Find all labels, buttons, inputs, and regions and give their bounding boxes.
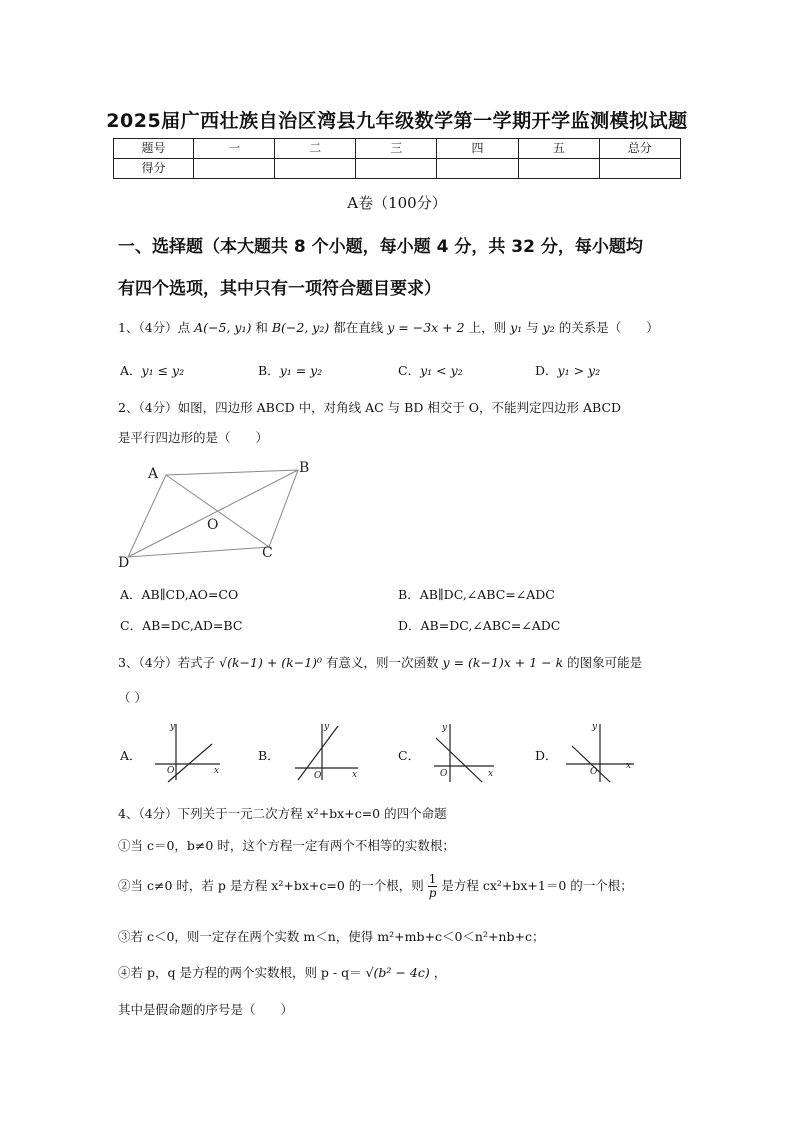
origin-label: O — [314, 771, 322, 781]
option-label: A． — [120, 363, 142, 378]
q2-line1: 2、（4分）如图，四边形 ABCD 中，对角线 AC 与 BD 相交于 O，不能判定四边形 ABCD — [118, 400, 622, 415]
y-axis-label: y — [170, 722, 176, 732]
x-axis-label: x — [488, 769, 494, 779]
q1-mid2: 都在直线 — [333, 320, 384, 335]
q2-option-b[interactable] — [398, 585, 555, 603]
x-axis-label: x — [626, 761, 632, 771]
score-input-cell[interactable] — [599, 159, 680, 179]
q3-graph-c — [430, 720, 505, 785]
q1-line-equation: y = −3x + 2 — [387, 320, 465, 335]
score-row-label: 得分 — [114, 159, 194, 179]
q2-option-c[interactable] — [120, 616, 242, 634]
q4-item3: ③若 c＜0，则一定存在两个实数 m＜n，使得 m²+mb+c＜0＜n²+nb+c； — [118, 929, 545, 944]
option-label: B． — [258, 363, 280, 378]
parallelogram-figure — [112, 455, 322, 575]
option-text: y₁ = y₂ — [279, 363, 323, 378]
question-1 — [118, 318, 659, 336]
q3-option-c[interactable]: C． — [398, 748, 421, 763]
q1-mid1: 和 — [255, 320, 268, 335]
q4-item2-b: 是方程 cx²+bx+1＝0 的一个根； — [441, 878, 633, 893]
q4-item2-a: ②当 c≠0 时，若 p 是方程 x²+bx+c=0 的一个根，则 — [118, 878, 424, 893]
score-cell: 四 — [437, 139, 518, 159]
option-text: y₁ ≤ y₂ — [141, 363, 185, 378]
label-c: C — [262, 545, 273, 561]
q3-option-a[interactable]: A． — [120, 748, 142, 763]
question-3 — [118, 653, 642, 671]
label-d: D — [118, 555, 130, 571]
score-cell: 三 — [356, 139, 437, 159]
score-input-cell[interactable] — [437, 159, 518, 179]
x-axis-label: x — [214, 766, 220, 776]
q1-y1: y₁ — [510, 320, 523, 335]
q4-item1: ①当 c＝0，b≠0 时，这个方程一定有两个不相等的实数根； — [118, 838, 455, 853]
option-text: AB=DC,∠ABC=∠ADC — [420, 618, 561, 633]
q1-point-b: B(−2, y₂) — [271, 320, 330, 335]
q3-option-d[interactable]: D． — [535, 748, 558, 763]
volume-heading: A卷（100分） — [347, 194, 447, 212]
q4-item4 — [118, 963, 446, 981]
score-input-cell[interactable] — [275, 159, 356, 179]
q3-line2: （ ） — [118, 690, 147, 705]
score-table — [113, 138, 681, 179]
score-input-cell[interactable] — [356, 159, 437, 179]
x-axis-label: x — [352, 770, 358, 780]
fraction-numerator: 1 — [428, 872, 437, 886]
q3-option-b[interactable]: B． — [258, 748, 280, 763]
score-table-header-row — [114, 139, 681, 159]
graph-line — [168, 744, 212, 782]
option-label: D． — [398, 618, 421, 633]
option-label: A． — [120, 587, 142, 602]
q3-function: y = (k−1)x + 1 − k — [442, 655, 564, 670]
q3-graph-a — [150, 720, 225, 785]
option-text: AB∥DC,∠ABC=∠ADC — [419, 587, 555, 602]
diagonal-bd — [128, 470, 298, 557]
q4-item4-b: ， — [433, 965, 447, 980]
y-axis-label: y — [442, 723, 448, 733]
score-cell: 题号 — [114, 139, 194, 159]
q1-y2: y₂ — [542, 320, 555, 335]
q3-graph-d — [562, 720, 642, 785]
q4-last: 其中是假命题的序号是（ ） — [118, 1002, 294, 1017]
option-label: C． — [398, 363, 421, 378]
q4-item4-expression: √(b² − 4c) — [365, 965, 430, 980]
score-cell: 二 — [275, 139, 356, 159]
option-text: AB=DC,AD=BC — [142, 618, 243, 633]
q2-line2: 是平行四边形的是（ ） — [118, 430, 269, 445]
q1-option-a[interactable] — [120, 361, 184, 379]
page-title: 2025届广西壮族自治区湾县九年级数学第一学期开学监测模拟试题 — [106, 110, 688, 132]
q3-mid: 有意义，则一次函数 — [326, 655, 439, 670]
origin-label: O — [440, 769, 448, 779]
label-a: A — [148, 466, 159, 482]
option-text: y₁ > y₂ — [557, 363, 601, 378]
score-input-cell[interactable] — [194, 159, 275, 179]
origin-label: O — [167, 766, 175, 776]
fraction-denominator: p — [428, 886, 437, 900]
q1-suffix: 的关系是（ ） — [558, 320, 659, 335]
score-cell: 一 — [194, 139, 275, 159]
origin-label: O — [590, 767, 598, 777]
q1-option-b[interactable] — [258, 361, 322, 379]
option-text: y₁ < y₂ — [420, 363, 463, 378]
q2-option-d[interactable] — [398, 616, 560, 634]
q3-prefix: 3、（4分）若式子 — [118, 655, 216, 670]
q2-option-a[interactable] — [120, 585, 238, 603]
q1-option-d[interactable] — [535, 361, 600, 379]
section-title-line2: 有四个选项，其中只有一项符合题目要求） — [118, 279, 441, 299]
q1-prefix: 1、（4分）点 — [118, 320, 191, 335]
q4-item2 — [118, 873, 633, 900]
label-o: O — [207, 517, 219, 533]
fraction-one-over-p — [428, 873, 438, 900]
q1-mid3: 上，则 — [468, 320, 507, 335]
q3-suffix: 的图象可能是 — [567, 655, 643, 670]
q4-item4-a: ④若 p，q 是方程的两个实数根，则 p - q＝ — [118, 965, 362, 980]
q4-line1: 4、（4分）下列关于一元二次方程 x²+bx+c=0 的四个命题 — [118, 806, 447, 821]
option-label: C． — [120, 618, 143, 633]
q3-graph-b — [290, 720, 365, 785]
q1-point-a: A(−5, y₁) — [194, 320, 252, 335]
section-title-line1: 一、选择题（本大题共 8 个小题，每小题 4 分，共 32 分，每小题均 — [118, 237, 643, 257]
q1-option-c[interactable] — [398, 361, 463, 379]
score-table-score-row — [114, 159, 681, 179]
y-axis-label: y — [324, 722, 330, 732]
score-cell: 总分 — [599, 139, 680, 159]
q1-mid4: 与 — [526, 320, 539, 335]
option-text: AB∥CD,AO=CO — [141, 587, 239, 602]
label-b: B — [299, 460, 310, 476]
q3-expression: √(k−1) + (k−1)⁰ — [219, 655, 323, 670]
score-cell: 五 — [518, 139, 599, 159]
y-axis-label: y — [592, 722, 598, 732]
score-input-cell[interactable] — [518, 159, 599, 179]
option-label: B． — [398, 587, 420, 602]
option-label: D． — [535, 363, 558, 378]
